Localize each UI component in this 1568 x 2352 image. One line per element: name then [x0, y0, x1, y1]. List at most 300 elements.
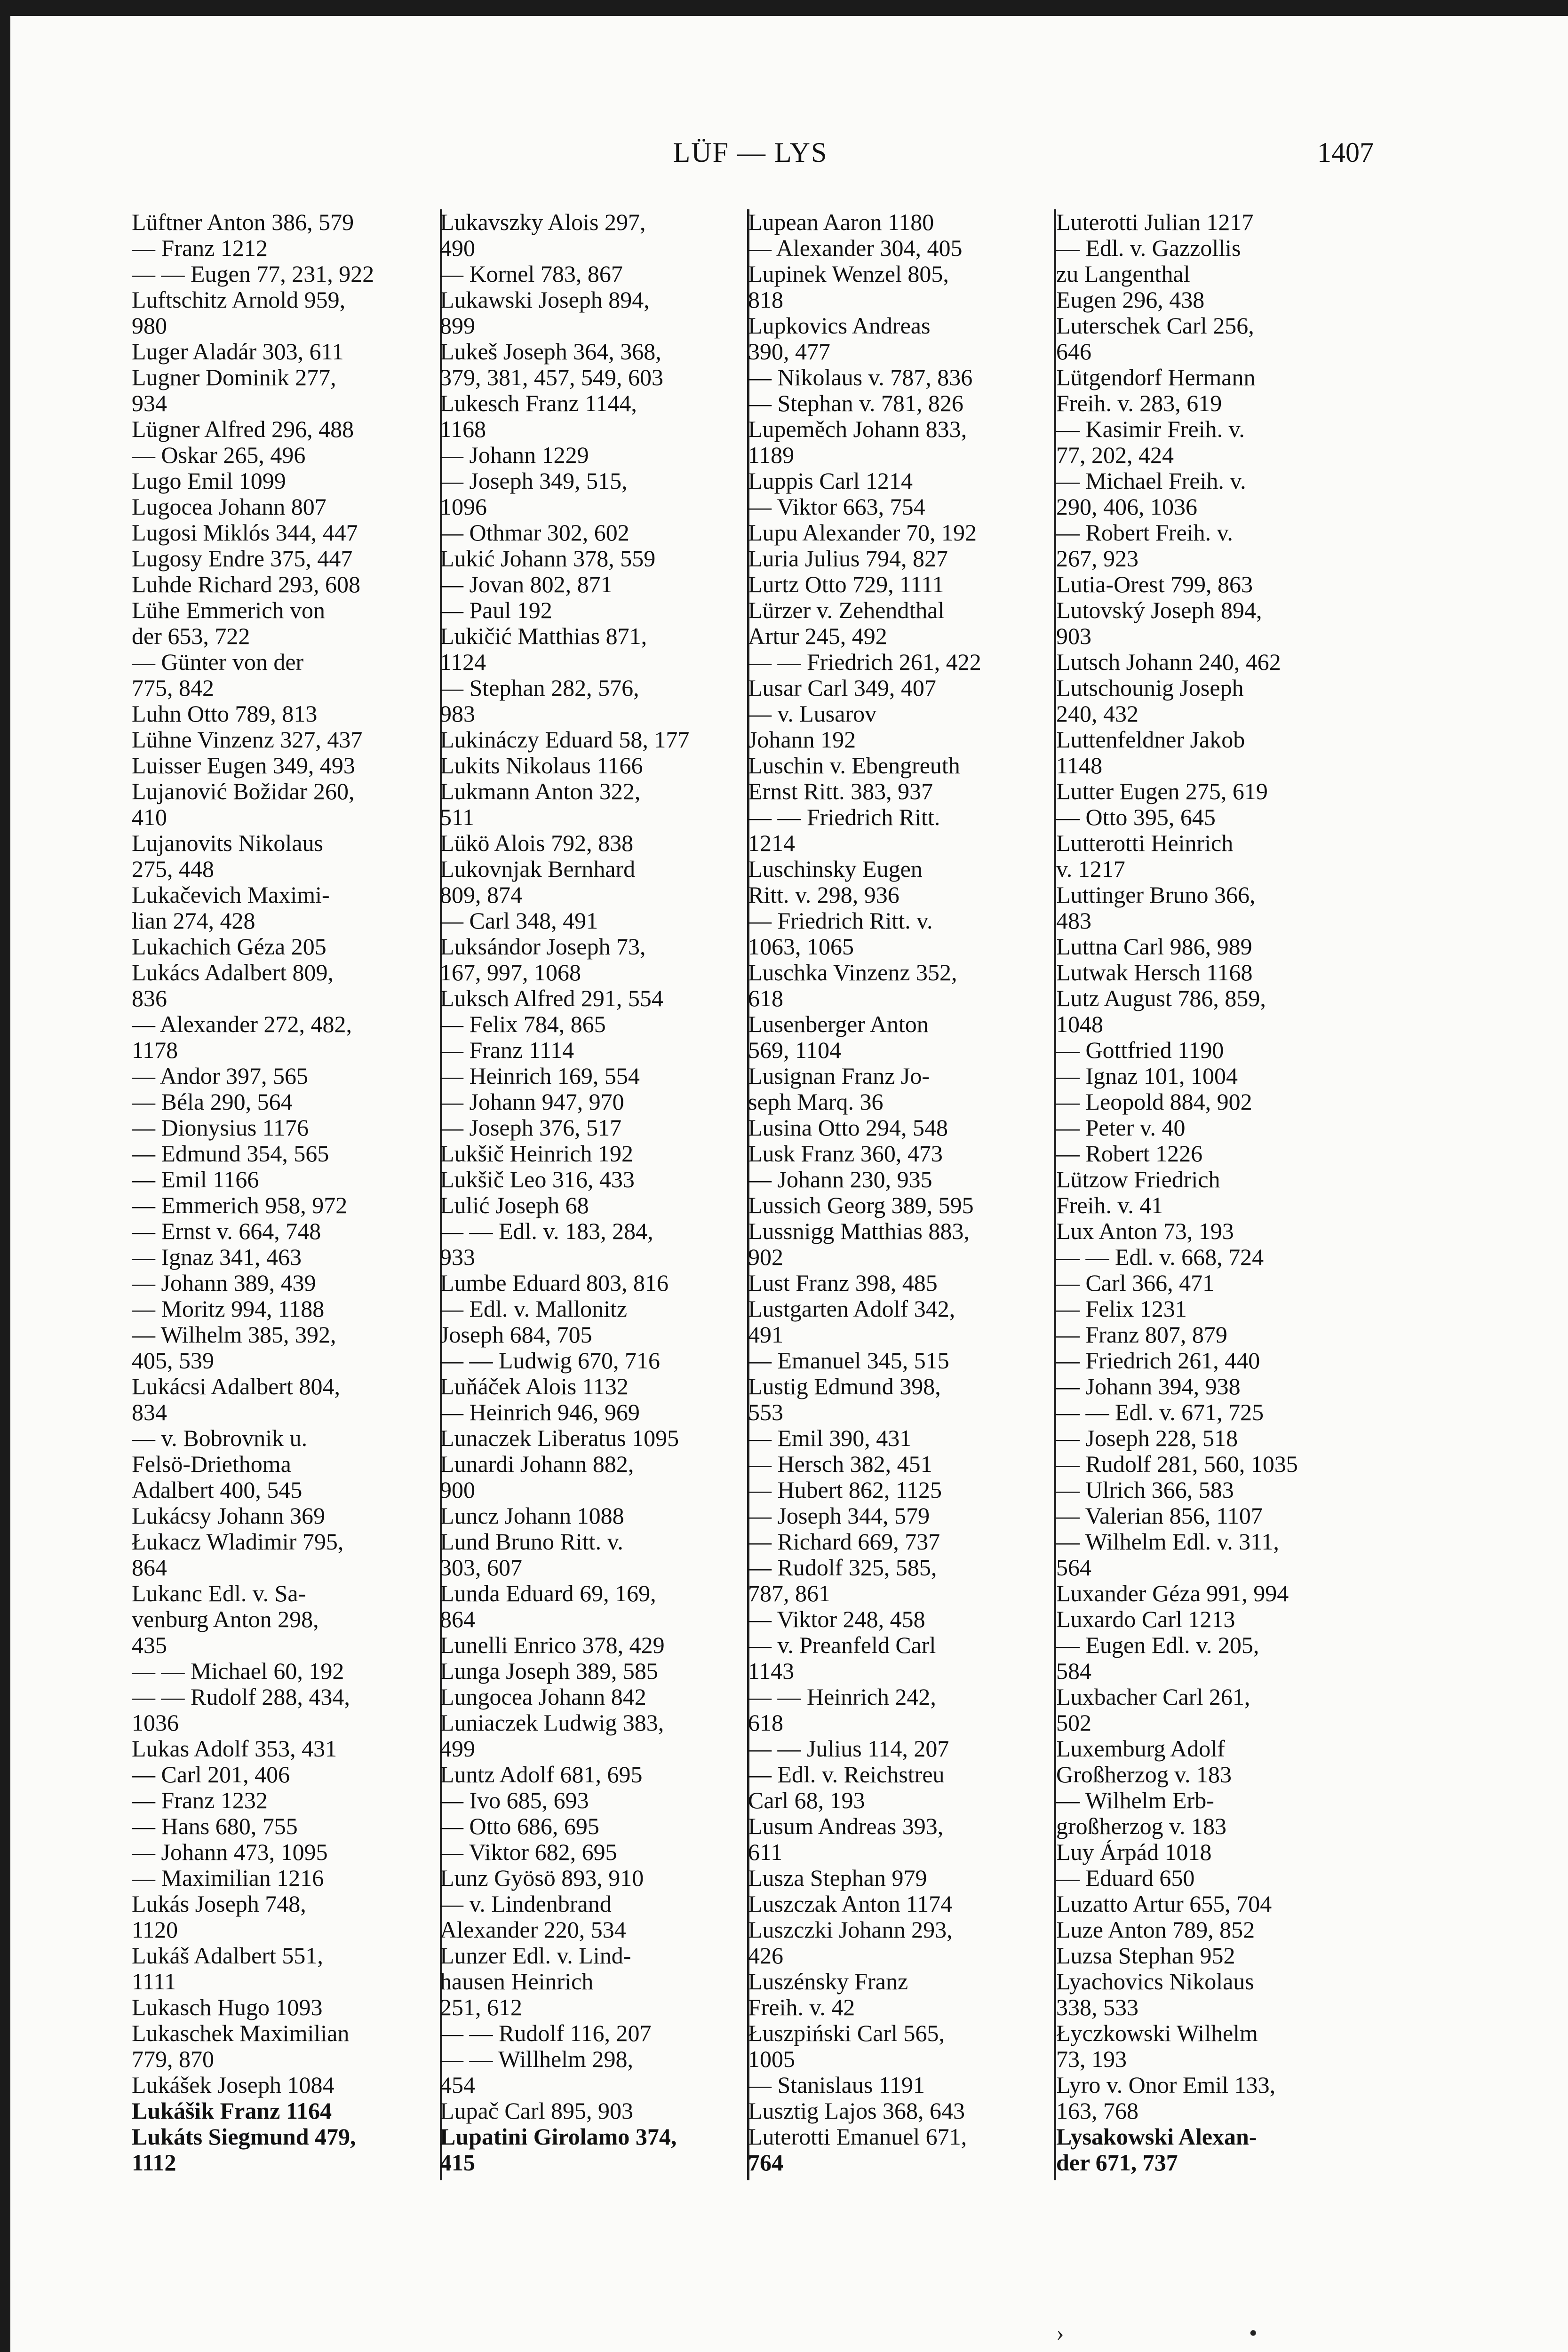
index-entry: Luksch Alfred 291, 554 [440, 985, 663, 1011]
index-entry: Lutz August 786, 859, [1056, 985, 1266, 1011]
index-entry: 426 [748, 1943, 783, 1969]
index-entry: Lupatini Girolamo 374, [440, 2124, 677, 2150]
index-entry: — Stephan v. 781, 826 [748, 390, 963, 416]
index-entry: Lutter Eugen 275, 619 [1056, 779, 1268, 804]
index-entry: Lutia-Orest 799, 863 [1056, 572, 1253, 597]
index-entry: Luftschitz Arnold 959, [132, 287, 346, 313]
index-entry: Luhde Richard 293, 608 [132, 572, 361, 597]
index-entry: — Franz 807, 879 [1056, 1322, 1227, 1348]
index-entry: Luschka Vinzenz 352, [748, 960, 957, 985]
index-entry: — Günter von der [132, 649, 304, 675]
index-entry: — Robert 1226 [1056, 1141, 1203, 1167]
index-entry: 775, 842 [132, 675, 214, 701]
index-entry: Luterotti Emanuel 671, [748, 2124, 967, 2150]
index-entry: Lukácsy Johann 369 [132, 1503, 326, 1529]
index-entry: — Leopold 884, 902 [1056, 1089, 1252, 1115]
index-entry: 1143 [748, 1658, 795, 1684]
index-entry: — Alexander 272, 482, [132, 1011, 352, 1037]
index-entry: — Maximilian 1216 [132, 1865, 324, 1891]
page-title: LÜF — LYS [673, 137, 828, 168]
index-entry: 584 [1056, 1658, 1091, 1684]
index-entry: 934 [132, 390, 167, 416]
index-entry: 1111 [132, 1969, 176, 1994]
index-entry: — Joseph 344, 579 [748, 1503, 930, 1529]
index-entry: — Wilhelm Edl. v. 311, [1056, 1529, 1279, 1555]
index-entry: Luszczki Johann 293, [748, 1917, 953, 1943]
index-entry: Luzatto Artur 655, 704 [1056, 1891, 1272, 1917]
index-entry: 491 [748, 1322, 783, 1348]
index-entry: Lükö Alois 792, 838 [440, 830, 634, 856]
index-entry: — Johann 947, 970 [440, 1089, 624, 1115]
index-entry: 415 [440, 2150, 475, 2176]
index-entry: Łyczkowski Wilhelm [1056, 2020, 1258, 2046]
index-column-3 [748, 209, 1049, 2185]
index-entry: seph Marq. 36 [748, 1089, 883, 1115]
index-entry: Luxbacher Carl 261, [1056, 1684, 1250, 1710]
index-entry: — Gottfried 1190 [1056, 1037, 1224, 1063]
index-entry: — — Ludwig 670, 716 [440, 1348, 661, 1374]
index-entry: — — Julius 114, 207 [748, 1736, 949, 1762]
index-entry: Lutschounig Joseph [1056, 675, 1244, 701]
index-entry: — Rudolf 325, 585, [748, 1555, 937, 1581]
index-entry: — Emil 390, 431 [748, 1425, 912, 1451]
index-entry: — — Edl. v. 183, 284, [440, 1218, 653, 1244]
index-entry: zu Langenthal [1056, 261, 1190, 287]
index-entry: lian 274, 428 [132, 908, 255, 934]
index-entry: 818 [748, 287, 783, 313]
index-entry: Lusztig Lajos 368, 643 [748, 2098, 965, 2124]
index-entry: Freih. v. 42 [748, 1994, 855, 2020]
index-entry: Lukavszky Alois 297, [440, 209, 646, 235]
index-entry: 809, 874 [440, 882, 522, 908]
index-entry: — Alexander 304, 405 [748, 235, 963, 261]
index-entry: 1124 [440, 649, 486, 675]
index-entry: Lunaczek Liberatus 1095 [440, 1425, 679, 1451]
index-entry: Lunelli Enrico 378, 429 [440, 1632, 665, 1658]
index-entry: — Nikolaus v. 787, 836 [748, 365, 973, 390]
index-entry: Łukacz Wladimir 795, [132, 1529, 344, 1555]
index-entry: Lütgendorf Hermann [1056, 365, 1256, 390]
index-entry: Alexander 220, 534 [440, 1917, 626, 1943]
index-entry: Luterschek Carl 256, [1056, 313, 1254, 339]
index-entry: 1178 [132, 1037, 178, 1063]
index-entry: Lyachovics Nikolaus [1056, 1969, 1254, 1994]
index-entry: Lungocea Johann 842 [440, 1684, 646, 1710]
index-entry: 379, 381, 457, 549, 603 [440, 365, 663, 390]
index-entry: 73, 193 [1056, 2046, 1127, 2072]
index-entry: — Kornel 783, 867 [440, 261, 623, 287]
index-entry: Lutterotti Heinrich [1056, 830, 1234, 856]
index-entry: Lukšič Leo 316, 433 [440, 1167, 635, 1192]
index-entry: 267, 923 [1056, 546, 1138, 572]
index-entry: 646 [1056, 339, 1091, 365]
index-entry: Lukács Adalbert 809, [132, 960, 334, 985]
index-entry: — Heinrich 946, 969 [440, 1399, 640, 1425]
index-entry: — Friedrich 261, 440 [1056, 1348, 1260, 1374]
index-entry: — Ivo 685, 693 [440, 1788, 589, 1813]
index-entry: — Robert Freih. v. [1056, 520, 1233, 546]
index-entry: Lupean Aaron 1180 [748, 209, 934, 235]
index-entry: — Othmar 302, 602 [440, 520, 629, 546]
index-entry: — Viktor 248, 458 [748, 1606, 925, 1632]
index-entry: Luxemburg Adolf [1056, 1736, 1225, 1762]
index-entry: — — Edl. v. 668, 724 [1056, 1244, 1264, 1270]
index-entry: 1112 [132, 2150, 176, 2176]
index-entry: Lulić Joseph 68 [440, 1192, 589, 1218]
index-entry: Lusar Carl 349, 407 [748, 675, 936, 701]
index-entry: Lukić Johann 378, 559 [440, 546, 656, 572]
index-entry: Lukanc Edl. v. Sa- [132, 1581, 306, 1606]
index-entry: Lukás Joseph 748, [132, 1891, 306, 1917]
index-entry: Lugosi Miklós 344, 447 [132, 520, 358, 546]
index-entry: 290, 406, 1036 [1056, 494, 1197, 520]
index-entry: Luger Aladár 303, 611 [132, 339, 344, 365]
index-entry: — Johann 394, 938 [1056, 1374, 1241, 1399]
index-entry: 502 [1056, 1710, 1091, 1736]
index-entry: Lujanovits Nikolaus [132, 830, 323, 856]
index-entry: 435 [132, 1632, 167, 1658]
index-entry: Lunardi Johann 882, [440, 1451, 634, 1477]
index-entry: — Otto 686, 695 [440, 1813, 599, 1839]
index-entry: — Dionysius 1176 [132, 1115, 309, 1141]
index-entry: 454 [440, 2072, 475, 2098]
index-entry: 787, 861 [748, 1581, 830, 1606]
index-entry: — Edmund 354, 565 [132, 1141, 329, 1167]
index-entry: Lupeměch Johann 833, [748, 416, 967, 442]
index-entry: Lukáš Adalbert 551, [132, 1943, 323, 1969]
index-entry: — Johann 389, 439 [132, 1270, 316, 1296]
index-entry: — Ignaz 101, 1004 [1056, 1063, 1238, 1089]
index-entry: venburg Anton 298, [132, 1606, 319, 1632]
index-entry: 764 [748, 2150, 783, 2176]
index-entry: 338, 533 [1056, 1994, 1138, 2020]
index-entry: 77, 202, 424 [1056, 442, 1174, 468]
index-entry: — Rudolf 281, 560, 1035 [1056, 1451, 1298, 1477]
index-entry: Lukasch Hugo 1093 [132, 1994, 323, 2020]
index-entry: Lupkovics Andreas [748, 313, 931, 339]
index-entry: — Moritz 994, 1188 [132, 1296, 325, 1322]
index-entry: 511 [440, 804, 475, 830]
index-entry: Luszénsky Franz [748, 1969, 908, 1994]
index-entry: Luksándor Joseph 73, [440, 934, 646, 960]
margin-dot: • [1249, 2320, 1258, 2346]
index-entry: — — Michael 60, 192 [132, 1658, 344, 1684]
index-entry: Felsö-Driethoma [132, 1451, 291, 1477]
index-entry: Luy Árpád 1018 [1056, 1839, 1212, 1865]
index-entry: 903 [1056, 623, 1091, 649]
index-entry: Lurtz Otto 729, 1111 [748, 572, 944, 597]
index-entry: Lügner Alfred 296, 488 [132, 416, 354, 442]
index-entry: Luttna Carl 986, 989 [1056, 934, 1252, 960]
index-entry: — Felix 1231 [1056, 1296, 1187, 1322]
index-entry: — Johann 473, 1095 [132, 1839, 328, 1865]
index-entry: Lupu Alexander 70, 192 [748, 520, 977, 546]
index-entry: Lustgarten Adolf 342, [748, 1296, 955, 1322]
index-entry: — — Friedrich Ritt. [748, 804, 940, 830]
index-entry: 1189 [748, 442, 795, 468]
index-entry: Freih. v. 283, 619 [1056, 390, 1222, 416]
index-entry: — Béla 290, 564 [132, 1089, 293, 1115]
index-entry: Luterotti Julian 1217 [1056, 209, 1254, 235]
index-entry: Lukawski Joseph 894, [440, 287, 650, 313]
index-entry: Luze Anton 789, 852 [1056, 1917, 1255, 1943]
index-entry: Lukovnjak Bernhard [440, 856, 636, 882]
index-entry: Lukeš Joseph 364, 368, [440, 339, 661, 365]
index-entry: Lukášik Franz 1164 [132, 2098, 332, 2124]
index-entry: Luncz Johann 1088 [440, 1503, 624, 1529]
index-entry: 1214 [748, 830, 795, 856]
index-entry: 405, 539 [132, 1348, 214, 1374]
index-entry: — Jovan 802, 871 [440, 572, 613, 597]
index-column-2 [440, 209, 741, 2185]
index-entry: — — Eugen 77, 231, 922 [132, 261, 374, 287]
index-entry: Lugo Emil 1099 [132, 468, 286, 494]
index-entry: 275, 448 [132, 856, 214, 882]
index-entry: Lust Franz 398, 485 [748, 1270, 938, 1296]
index-entry: Lukesch Franz 1144, [440, 390, 637, 416]
index-entry: — — Rudolf 116, 207 [440, 2020, 652, 2046]
index-entry: Lukičić Matthias 871, [440, 623, 647, 649]
index-entry: — Stanislaus 1191 [748, 2072, 925, 2098]
index-entry: 303, 607 [440, 1555, 522, 1581]
index-entry: Ernst Ritt. 383, 937 [748, 779, 933, 804]
index-entry: 1168 [440, 416, 486, 442]
index-entry: — Wilhelm Erb- [1056, 1788, 1214, 1813]
index-entry: Lusina Otto 294, 548 [748, 1115, 948, 1141]
index-entry: der 671, 737 [1056, 2150, 1178, 2176]
index-entry: Luzsa Stephan 952 [1056, 1943, 1235, 1969]
index-entry: 618 [748, 985, 783, 1011]
index-entry: — Franz 1212 [132, 235, 268, 261]
index-entry: 834 [132, 1399, 167, 1425]
index-entry: Lysakowski Alexan- [1056, 2124, 1257, 2150]
index-entry: Lusza Stephan 979 [748, 1865, 927, 1891]
index-entry: Lusenberger Anton [748, 1011, 929, 1037]
index-entry: 499 [440, 1736, 475, 1762]
index-entry: — Felix 784, 865 [440, 1011, 606, 1037]
index-entry: 390, 477 [748, 339, 830, 365]
index-entry: hausen Heinrich [440, 1969, 594, 1994]
index-entry: — Kasimir Freih. v. [1056, 416, 1245, 442]
index-entry: Joseph 684, 705 [440, 1322, 592, 1348]
index-entry: Eugen 296, 438 [1056, 287, 1205, 313]
index-entry: Carl 68, 193 [748, 1788, 865, 1813]
index-entry: — Emanuel 345, 515 [748, 1348, 949, 1374]
index-entry: — Viktor 663, 754 [748, 494, 925, 520]
index-entry: — Joseph 376, 517 [440, 1115, 622, 1141]
index-entry: Großherzog v. 183 [1056, 1762, 1232, 1788]
index-entry: Luniaczek Ludwig 383, [440, 1710, 664, 1736]
page-header [127, 136, 1374, 179]
index-entry: — v. Preanfeld Carl [748, 1632, 936, 1658]
index-entry: — Michael Freih. v. [1056, 468, 1246, 494]
index-entry: Lürzer v. Zehendthal [748, 597, 945, 623]
index-entry: Lunda Eduard 69, 169, [440, 1581, 656, 1606]
index-column-1 [132, 209, 433, 2185]
index-entry: Lusignan Franz Jo- [748, 1063, 930, 1089]
index-entry: 1005 [748, 2046, 795, 2072]
index-entry: 1036 [132, 1710, 179, 1736]
index-entry: 1120 [132, 1917, 178, 1943]
index-entry: Lühe Emmerich von [132, 597, 325, 623]
page-number: 1407 [1317, 137, 1374, 168]
index-entry: Luisser Eugen 349, 493 [132, 753, 355, 779]
index-entry: — — Willhelm 298, [440, 2046, 633, 2072]
index-entry: Artur 245, 492 [748, 623, 887, 649]
index-entry: Lutovský Joseph 894, [1056, 597, 1262, 623]
index-entry: 864 [132, 1555, 167, 1581]
index-entry: 900 [440, 1477, 475, 1503]
index-entry: — — Rudolf 288, 434, [132, 1684, 350, 1710]
index-entry: Luntz Adolf 681, 695 [440, 1762, 643, 1788]
index-entry: — Edl. v. Gazzollis [1056, 235, 1241, 261]
index-entry: Luschinsky Eugen [748, 856, 923, 882]
margin-tick: › [1056, 2320, 1064, 2346]
index-entry: — Johann 1229 [440, 442, 589, 468]
index-entry: — Emil 1166 [132, 1167, 259, 1192]
index-entry: Lützow Friedrich [1056, 1167, 1220, 1192]
index-entry: — Carl 201, 406 [132, 1762, 290, 1788]
index-entry: 167, 997, 1068 [440, 960, 581, 985]
index-entry: Luria Julius 794, 827 [748, 546, 948, 572]
index-entry: — Stephan 282, 576, [440, 675, 639, 701]
index-entry: 983 [440, 701, 475, 727]
index-entry: — Andor 397, 565 [132, 1063, 308, 1089]
index-entry: 483 [1056, 908, 1091, 934]
index-entry: — Heinrich 169, 554 [440, 1063, 640, 1089]
index-entry: Lüftner Anton 386, 579 [132, 209, 354, 235]
index-entry: Adalbert 400, 545 [132, 1477, 302, 1503]
index-entry: 836 [132, 985, 167, 1011]
index-entry: Lukachich Géza 205 [132, 934, 326, 960]
index-entry: 564 [1056, 1555, 1091, 1581]
index-entry: Lumbe Eduard 803, 816 [440, 1270, 669, 1296]
index-entry: Lugosy Endre 375, 447 [132, 546, 353, 572]
index-entry: 611 [748, 1839, 783, 1865]
index-entry: 163, 768 [1056, 2098, 1138, 2124]
index-entry: Lunzer Edl. v. Lind- [440, 1943, 631, 1969]
index-entry: 1096 [440, 494, 487, 520]
index-entry: Lustig Edmund 398, [748, 1374, 941, 1399]
index-entry: Lukačevich Maximi- [132, 882, 330, 908]
index-entry: — Emmerich 958, 972 [132, 1192, 348, 1218]
index-entry: — Johann 230, 935 [748, 1167, 932, 1192]
index-entry: Luttinger Bruno 366, [1056, 882, 1256, 908]
index-entry: Lusk Franz 360, 473 [748, 1141, 943, 1167]
index-entry: Luschin v. Ebengreuth [748, 753, 960, 779]
index-entry: 933 [440, 1244, 475, 1270]
index-entry: Lukácsi Adalbert 804, [132, 1374, 340, 1399]
index-entry: — Peter v. 40 [1056, 1115, 1186, 1141]
index-entry: 410 [132, 804, 167, 830]
index-entry: — Valerian 856, 1107 [1056, 1503, 1263, 1529]
index-entry: — Otto 395, 645 [1056, 804, 1216, 830]
index-entry: Lupinek Wenzel 805, [748, 261, 949, 287]
index-entry: Lyro v. Onor Emil 133, [1056, 2072, 1276, 2098]
index-entry: — Hans 680, 755 [132, 1813, 298, 1839]
index-entry: Lukas Adolf 353, 431 [132, 1736, 337, 1762]
index-entry: Lunz Gyösö 893, 910 [440, 1865, 644, 1891]
index-entry: Johann 192 [748, 727, 856, 753]
index-entry: Lunga Joseph 389, 585 [440, 1658, 658, 1684]
index-entry: Luttenfeldner Jakob [1056, 727, 1245, 753]
index-entry: — Wilhelm 385, 392, [132, 1322, 336, 1348]
index-entry: Ritt. v. 298, 936 [748, 882, 899, 908]
index-entry: 569, 1104 [748, 1037, 842, 1063]
index-entry: Lund Bruno Ritt. v. [440, 1529, 623, 1555]
index-entry: Luňáček Alois 1132 [440, 1374, 629, 1399]
index-entry: — Richard 669, 737 [748, 1529, 940, 1555]
index-entry: Freih. v. 41 [1056, 1192, 1163, 1218]
index-entry: Lussich Georg 389, 595 [748, 1192, 974, 1218]
index-entry: 618 [748, 1710, 783, 1736]
index-entry: Lussnigg Matthias 883, [748, 1218, 970, 1244]
index-entry: — Hubert 862, 1125 [748, 1477, 942, 1503]
index-entry: Lukaschek Maximilian [132, 2020, 350, 2046]
index-entry: — Edl. v. Reichstreu [748, 1762, 945, 1788]
index-entry: Lühne Vinzenz 327, 437 [132, 727, 363, 753]
index-entry: der 653, 722 [132, 623, 250, 649]
index-entry: Luxardo Carl 1213 [1056, 1606, 1235, 1632]
index-entry: Lukáts Siegmund 479, [132, 2124, 356, 2150]
index-entry: — Franz 1114 [440, 1037, 574, 1063]
index-entry: 1048 [1056, 1011, 1103, 1037]
index-entry: — Paul 192 [440, 597, 552, 623]
index-entry: Łuszpiński Carl 565, [748, 2020, 945, 2046]
index-entry: Lujanović Božidar 260, [132, 779, 355, 804]
index-entry: Lukmann Anton 322, [440, 779, 641, 804]
index-entry: — Franz 1232 [132, 1788, 268, 1813]
index-entry: 553 [748, 1399, 783, 1425]
index-entry: 902 [748, 1244, 783, 1270]
index-entry: 240, 432 [1056, 701, 1138, 727]
index-entry: Luhn Otto 789, 813 [132, 701, 318, 727]
index-entry: — Friedrich Ritt. v. [748, 908, 933, 934]
index-entry: Lutwak Hersch 1168 [1056, 960, 1253, 985]
index-entry: — — Friedrich 261, 422 [748, 649, 981, 675]
index-entry: — Ernst v. 664, 748 [132, 1218, 321, 1244]
index-entry: — Oskar 265, 496 [132, 442, 306, 468]
index-entry: Lugner Dominik 277, [132, 365, 336, 390]
index-entry: Lukits Nikolaus 1166 [440, 753, 643, 779]
index-entry: — — Edl. v. 671, 725 [1056, 1399, 1264, 1425]
index-entry: 779, 870 [132, 2046, 214, 2072]
index-column-4 [1056, 209, 1357, 2185]
index-entry: Lux Anton 73, 193 [1056, 1218, 1234, 1244]
index-entry: — — Heinrich 242, [748, 1684, 936, 1710]
index-entry: Lutsch Johann 240, 462 [1056, 649, 1281, 675]
index-entry: — v. Lusarov [748, 701, 877, 727]
index-entry: — Hersch 382, 451 [748, 1451, 932, 1477]
index-entry: großherzog v. 183 [1056, 1813, 1226, 1839]
index-entry: Lusum Andreas 393, [748, 1813, 944, 1839]
index-entry: — Ignaz 341, 463 [132, 1244, 302, 1270]
index-entry: 980 [132, 313, 167, 339]
index-entry: — v. Lindenbrand [440, 1891, 612, 1917]
index-entry: 1148 [1056, 753, 1103, 779]
index-entry: Luppis Carl 1214 [748, 468, 913, 494]
index-entry: 1063, 1065 [748, 934, 854, 960]
index-entry: Lukšič Heinrich 192 [440, 1141, 634, 1167]
index-entry: 864 [440, 1606, 475, 1632]
index-entry: Lugocea Johann 807 [132, 494, 326, 520]
index-entry: Luxander Géza 991, 994 [1056, 1581, 1289, 1606]
index-entry: Lukášek Joseph 1084 [132, 2072, 334, 2098]
index-entry: — Joseph 228, 518 [1056, 1425, 1238, 1451]
index-entry: v. 1217 [1056, 856, 1125, 882]
index-entry: — Eugen Edl. v. 205, [1056, 1632, 1259, 1658]
index-entry: Luszczak Anton 1174 [748, 1891, 953, 1917]
